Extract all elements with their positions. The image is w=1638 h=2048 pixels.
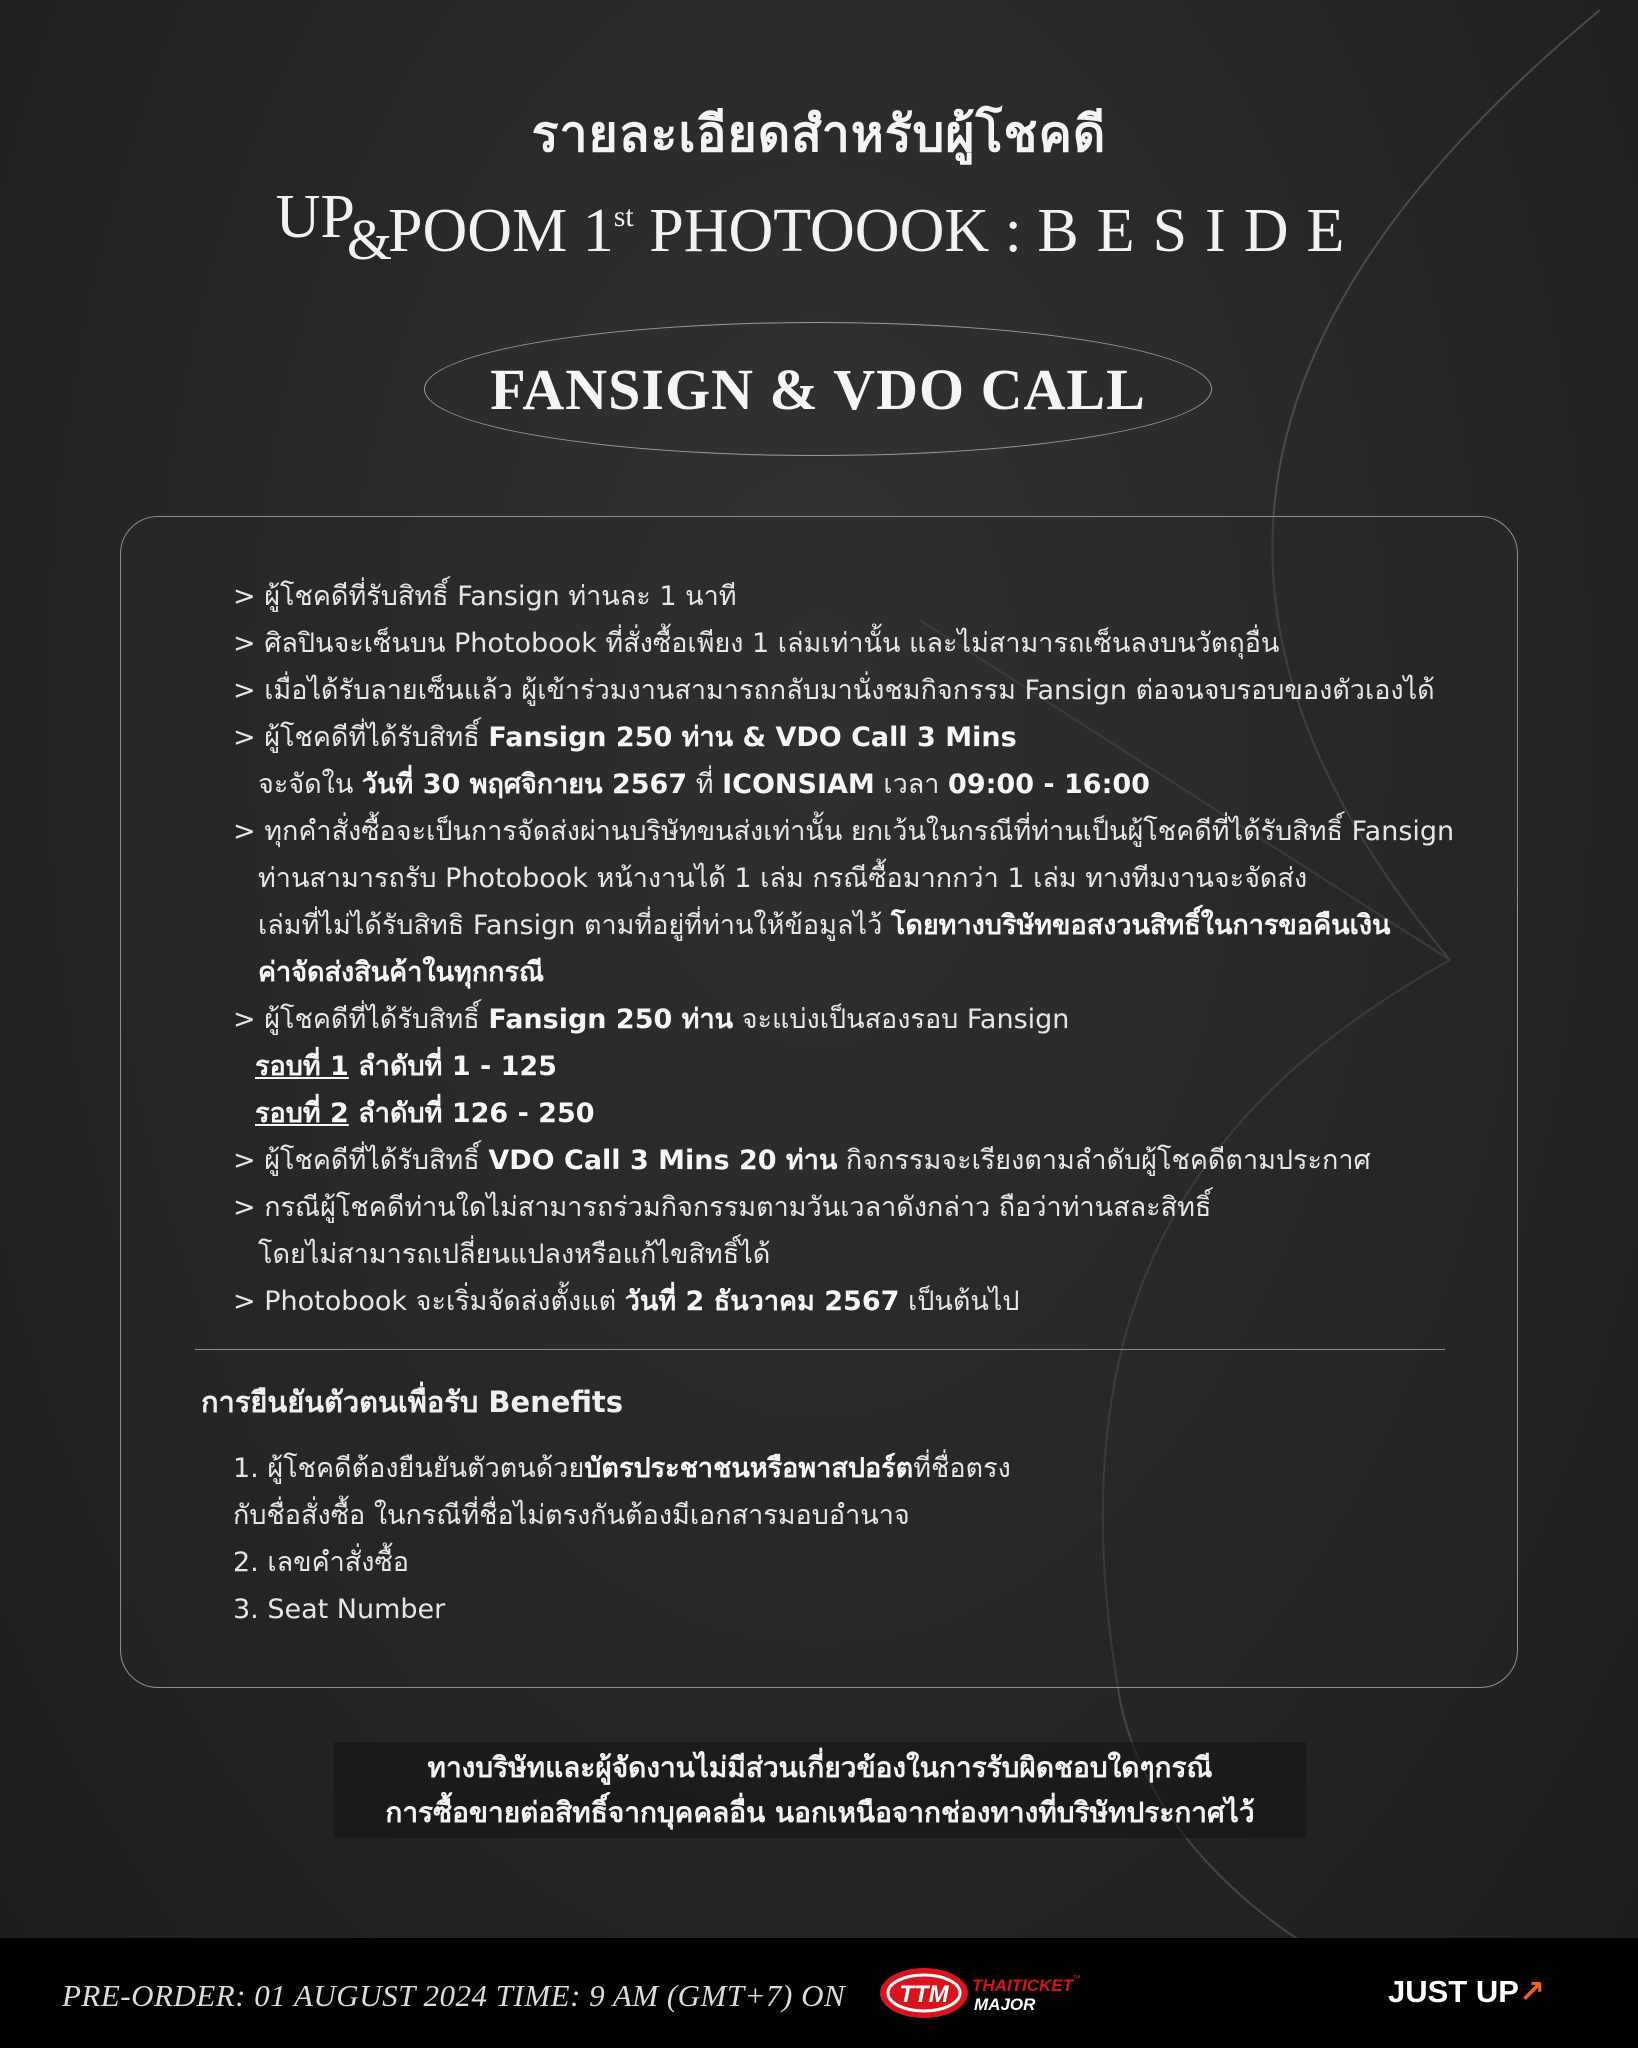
title-photobook: PHOTOOOK : [633, 197, 1038, 265]
detail-text: > ผู้โชคดีที่ได้รับสิทธิ์ [233, 722, 489, 753]
detail-text: > Photobook จะเริ่มจัดส่งตั้งแต่ [233, 1286, 625, 1317]
detail-text: เป็นต้นไป [899, 1286, 1020, 1317]
detail-bold: Fansign 250 ท่าน & VDO Call 3 Mins [488, 722, 1017, 753]
title-up: UP [275, 183, 355, 251]
verification-item [233, 1539, 1433, 1586]
detail-line [233, 1278, 1463, 1325]
detail-text: กิจกรรมจะเรียงตามลำดับผู้โชคดีตามประกาศ [837, 1145, 1371, 1176]
round-range: ลำดับที่ 126 - 250 [348, 1098, 595, 1129]
photobook-title [0, 183, 1638, 272]
detail-text: ที่ [687, 769, 723, 800]
detail-bold: บัตรประชาชนหรือพาสปอร์ต [584, 1453, 914, 1484]
just-up-logo [1388, 1974, 1545, 2010]
ttm-logo-tm: ™ [1072, 1973, 1081, 1983]
round-line [233, 1043, 1463, 1090]
detail-text: ที่ชื่อตรง [913, 1453, 1011, 1484]
detail-text: > ผู้โชคดีที่ได้รับสิทธิ์ [233, 1004, 489, 1035]
disclaimer-line: ทางบริษัทและผู้จัดงานไม่มีส่วนเกี่ยวข้องในการรับผิดชอบใดๆกรณี [427, 1751, 1213, 1784]
disclaimer-notice [334, 1742, 1306, 1838]
footer-bar [0, 1938, 1638, 2048]
detail-line [233, 667, 1463, 714]
event-venue: ICONSIAM [722, 769, 875, 800]
detail-line [233, 902, 1463, 949]
detail-bold: โดยทางบริษัทขอสงวนสิทธิ์ในการขอคืนเงิน [890, 910, 1391, 941]
detail-line [233, 573, 1463, 620]
detail-text: > ผู้โชคดีที่ได้รับสิทธิ์ [233, 1145, 489, 1176]
detail-line [233, 1184, 1463, 1231]
detail-text: ท่านสามารถรับ Photobook หน้างานได้ 1 เล่ม กรณีซื้อมากกว่า 1 เล่ม ทางทีมงานจะจัดส่ง [258, 863, 1308, 894]
detail-line [233, 996, 1463, 1043]
verification-item [233, 1492, 1433, 1539]
page-title: รายละเอียดสำหรับผู้โชคดี [531, 105, 1107, 163]
shipping-date: วันที่ 2 ธันวาคม 2567 [624, 1286, 900, 1317]
verification-item [233, 1445, 1433, 1492]
round-label: รอบที่ 2 [255, 1098, 349, 1129]
divider [195, 1349, 1445, 1350]
detail-text: > ศิลปินจะเซ็นบน Photobook ที่สั่งซื้อเพียง 1 เล่มเท่านั้น และไม่สามารถเซ็นลงบนวัตถุอื่น [233, 628, 1280, 659]
detail-text: จะแบ่งเป็นสองรอบ Fansign [733, 1004, 1070, 1035]
details-list [233, 573, 1463, 1325]
details-card [120, 516, 1518, 1688]
ttm-logo-line2: MAJOR [974, 1995, 1036, 2014]
event-type-label: FANSIGN & VDO CALL [490, 356, 1146, 422]
preorder-info: PRE-ORDER: 01 AUGUST 2024 TIME: 9 AM (GMT+7) ON [62, 1978, 846, 2013]
detail-text: 2. เลขคำสั่งซื้อ [233, 1547, 410, 1578]
detail-text: 1. ผู้โชคดีต้องยืนยันตัวตนด้วย [233, 1453, 585, 1484]
detail-text: โดยไม่สามารถเปลี่ยนแปลงหรือแก้ไขสิทธิ์ได้ [258, 1239, 771, 1270]
up-arrow-icon: ↗ [1518, 1974, 1545, 2009]
thaiticket-major-logo [878, 1964, 1110, 2022]
round-label: รอบที่ 1 [255, 1051, 349, 1082]
detail-line [233, 1231, 1463, 1278]
title-beside: BESIDE [1037, 197, 1363, 265]
disclaimer-line: การซื้อขายต่อสิทธิ์จากบุคคลอื่น นอกเหนือจากช่องทางที่บริษัทประกาศไว้ [385, 1796, 1255, 1829]
event-date: วันที่ 30 พฤศจิกายน 2567 [361, 769, 688, 800]
detail-bold: ค่าจัดส่งสินค้าในทุกกรณี [258, 957, 545, 988]
ttm-logo-mark: TTM [899, 1981, 949, 2008]
title-ordinal: st [613, 200, 634, 233]
detail-text: > ผู้โชคดีที่รับสิทธิ์ Fansign ท่านละ 1 นาที [233, 581, 737, 612]
detail-text: > กรณีผู้โชคดีท่านใดไม่สามารถร่วมกิจกรรมตามวันเวลาดังกล่าว ถือว่าท่านสละสิทธิ์ [233, 1192, 1212, 1223]
ttm-logo-line1: THAITICKET [972, 1976, 1074, 1995]
verification-list [233, 1445, 1433, 1633]
detail-text: > ทุกคำสั่งซื้อจะเป็นการจัดส่งผ่านบริษัทขนส่งเท่านั้น ยกเว้นในกรณีที่ท่านเป็นผู้โชคดีที่ได้รับสิทธิ์ Fansign [233, 816, 1455, 847]
detail-text: เล่มที่ไม่ได้รับสิทธิ Fansign ตามที่อยู่ที่ท่านให้ข้อมูลไว้ [258, 910, 891, 941]
detail-line [233, 761, 1463, 808]
event-type-badge [424, 322, 1212, 456]
detail-line [233, 855, 1463, 902]
detail-line [233, 1137, 1463, 1184]
detail-line [233, 620, 1463, 667]
just-up-text: JUST UP [1388, 1974, 1519, 2009]
event-time: 09:00 - 16:00 [948, 769, 1150, 800]
detail-text: 3. Seat Number [233, 1594, 446, 1625]
detail-bold: VDO Call 3 Mins 20 ท่าน [488, 1145, 838, 1176]
round-line [233, 1090, 1463, 1137]
detail-text: จะจัดใน [258, 769, 362, 800]
title-ampersand: & [346, 207, 393, 272]
verification-title: การยืนยันตัวตนเพื่อรับ Benefits [201, 1385, 624, 1419]
detail-line [233, 714, 1463, 761]
detail-text: กับชื่อสั่งซื้อ ในกรณีที่ชื่อไม่ตรงกันต้องมีเอกสารมอบอำนาจ [233, 1500, 910, 1531]
detail-line [233, 949, 1463, 996]
detail-line [233, 808, 1463, 855]
detail-bold: Fansign 250 ท่าน [488, 1004, 734, 1035]
title-poom: POOM 1 [388, 197, 614, 265]
round-range: ลำดับที่ 1 - 125 [348, 1051, 557, 1082]
detail-text: > เมื่อได้รับลายเซ็นแล้ว ผู้เข้าร่วมงานสามารถกลับมานั่งชมกิจกรรม Fansign ต่อจนจบรอบของตัวเองได้ [233, 675, 1435, 706]
verification-item [233, 1586, 1433, 1633]
detail-text: เวลา [874, 769, 949, 800]
